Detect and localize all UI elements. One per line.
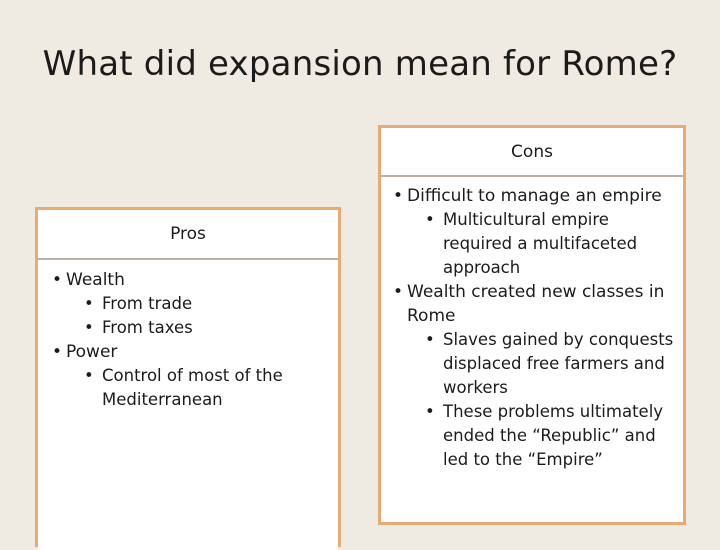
pros-item-text: Wealth bbox=[66, 270, 125, 290]
pros-subitem-text: Control of most of the Mediterranean bbox=[102, 366, 283, 409]
pros-item-text: Power bbox=[66, 342, 118, 362]
pros-sublist bbox=[66, 292, 328, 340]
cons-subitem bbox=[425, 400, 675, 472]
pros-list bbox=[48, 268, 328, 412]
pros-body bbox=[38, 260, 338, 550]
bullet-icon: • bbox=[52, 270, 63, 290]
cons-header: Cons bbox=[381, 128, 683, 177]
slide-title: What did expansion mean for Rome? bbox=[42, 44, 678, 84]
pros-item-wealth bbox=[48, 268, 328, 340]
bullet-icon: • bbox=[425, 402, 435, 421]
bullet-icon: • bbox=[393, 282, 404, 302]
pros-sublist bbox=[66, 364, 328, 412]
bullet-icon: • bbox=[52, 342, 63, 362]
pros-subitem bbox=[84, 316, 328, 340]
cons-item bbox=[389, 280, 675, 472]
pros-subitem-text: From taxes bbox=[102, 318, 193, 337]
cons-panel bbox=[378, 125, 686, 525]
pros-subitem bbox=[84, 292, 328, 316]
cons-subitem bbox=[425, 328, 675, 400]
cons-item-text: Difficult to manage an empire bbox=[407, 186, 662, 206]
bullet-icon: • bbox=[84, 318, 94, 337]
cons-subitem-text: These problems ultimately ended the “Republic” and led to the “Empire” bbox=[443, 402, 664, 469]
cons-list bbox=[389, 184, 675, 472]
cons-subitem-text: Slaves gained by conquests displaced free farmers and workers bbox=[443, 330, 674, 397]
cons-sublist bbox=[407, 328, 675, 472]
bullet-icon: • bbox=[425, 330, 435, 349]
pros-panel bbox=[35, 207, 341, 547]
pros-item-power bbox=[48, 340, 328, 412]
cons-subitem bbox=[425, 208, 675, 280]
cons-body bbox=[381, 177, 683, 522]
cons-item-text: Wealth created new classes in Rome bbox=[407, 282, 665, 326]
pros-subitem bbox=[84, 364, 328, 412]
pros-header: Pros bbox=[38, 210, 338, 260]
cons-item bbox=[389, 184, 675, 280]
pros-subitem-text: From trade bbox=[102, 294, 193, 313]
cons-sublist bbox=[407, 208, 675, 280]
bullet-icon: • bbox=[84, 294, 94, 313]
cons-subitem-text: Multicultural empire required a multifaceted approach bbox=[443, 210, 638, 277]
bullet-icon: • bbox=[84, 366, 94, 385]
bullet-icon: • bbox=[393, 186, 404, 206]
bullet-icon: • bbox=[425, 210, 435, 229]
